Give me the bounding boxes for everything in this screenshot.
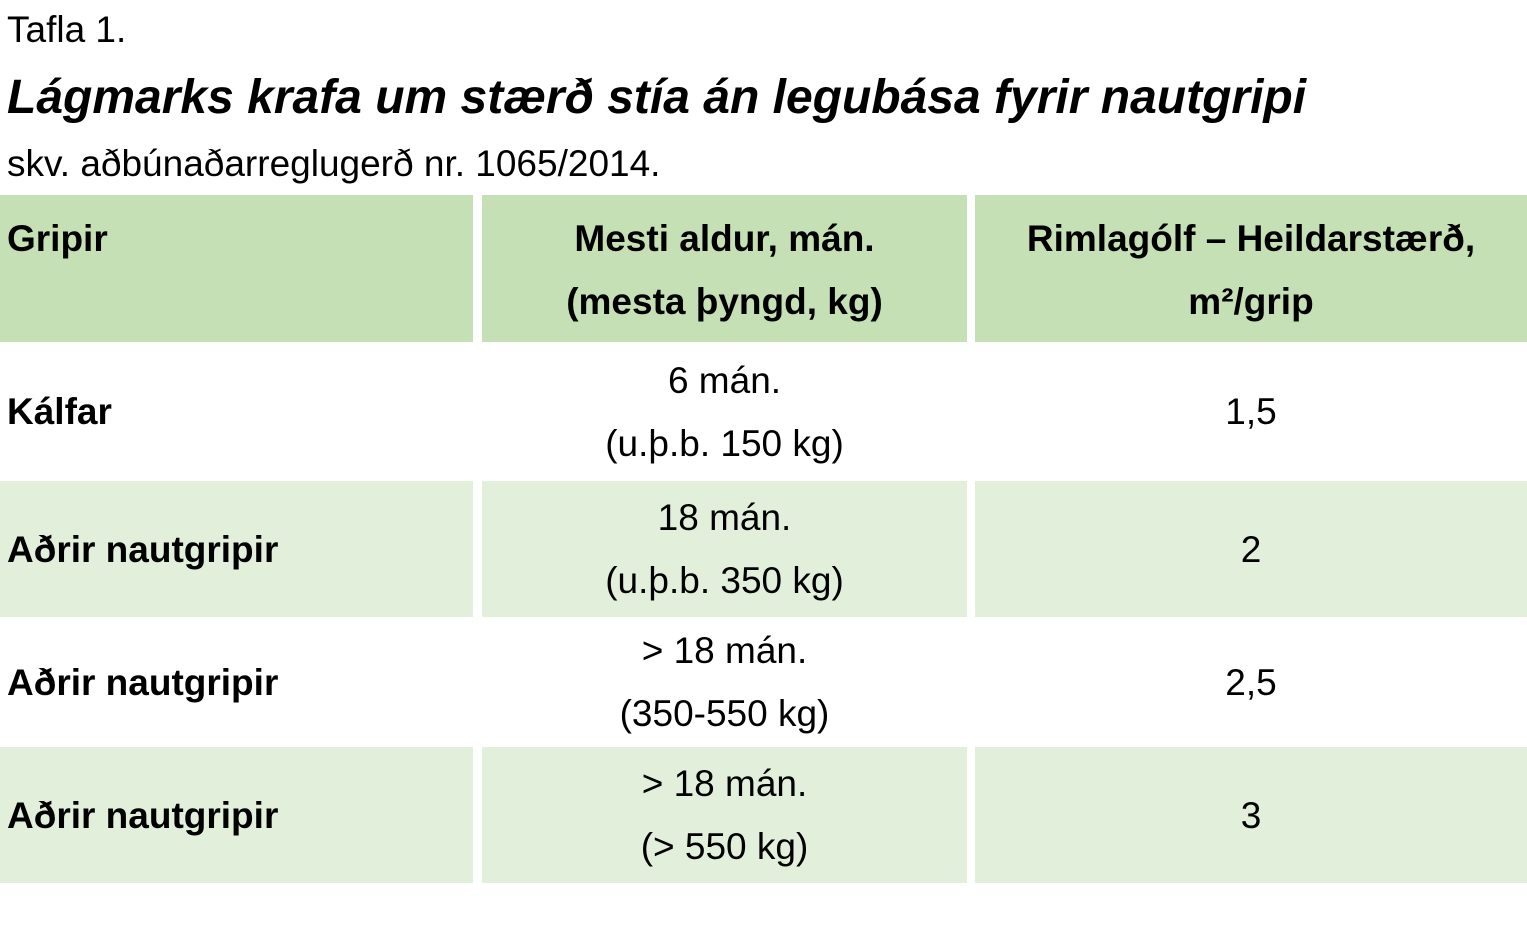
header-label: Mesti aldur, mán. xyxy=(574,218,875,259)
animal-label: Kálfar xyxy=(7,391,112,432)
area-value: 1,5 xyxy=(1225,391,1277,432)
area-value: 2,5 xyxy=(1225,661,1277,703)
animal-label: Aðrir nautgripir xyxy=(7,528,279,570)
weight-value: (350-550 kg) xyxy=(619,693,830,734)
animal-label: Aðrir nautgripir xyxy=(7,661,279,703)
header-label: Rimlagólf – Heildarstærð, xyxy=(1026,218,1476,259)
table-row-3-area xyxy=(975,618,1527,746)
table-number: Tafla 1. xyxy=(7,9,127,50)
area-value: 2 xyxy=(1240,528,1262,570)
age-value: 6 mán. xyxy=(667,359,782,401)
weight-value: (u.þ.b. 350 kg) xyxy=(605,560,844,601)
header-cell-gripir xyxy=(0,195,473,342)
table-row-4-area xyxy=(975,747,1527,883)
table-row-2-animal xyxy=(0,481,473,617)
age-value: > 18 mán. xyxy=(641,630,808,671)
header-cell-area xyxy=(975,195,1527,342)
table-row-1-animal xyxy=(0,343,473,480)
header-sublabel: (mesta þyngd, kg) xyxy=(566,281,883,322)
age-value: 18 mán. xyxy=(657,497,792,538)
table-row-1-age xyxy=(482,343,967,480)
table-row-4-animal xyxy=(0,747,473,883)
header-sublabel: m²/grip xyxy=(1188,281,1314,322)
age-value: > 18 mán. xyxy=(641,763,808,804)
table-row-2-area xyxy=(975,481,1527,617)
header-cell-age xyxy=(482,195,967,342)
table-row-3-animal xyxy=(0,618,473,746)
table-row-1-area xyxy=(975,343,1527,480)
weight-value: (> 550 kg) xyxy=(640,826,809,867)
table-row-4-age xyxy=(482,747,967,883)
table-subtitle: skv. aðbúnaðarreglugerð nr. 1065/2014. xyxy=(7,143,661,184)
header-label: Gripir xyxy=(7,218,108,259)
table-row-3-age xyxy=(482,618,967,746)
table-row-2-age xyxy=(482,481,967,617)
table-title: Lágmarks krafa um stærð stía án legubása fyrir nautgripi xyxy=(7,71,1307,124)
weight-value: (u.þ.b. 150 kg) xyxy=(605,422,844,464)
area-value: 3 xyxy=(1240,794,1262,836)
animal-label: Aðrir nautgripir xyxy=(7,794,279,836)
